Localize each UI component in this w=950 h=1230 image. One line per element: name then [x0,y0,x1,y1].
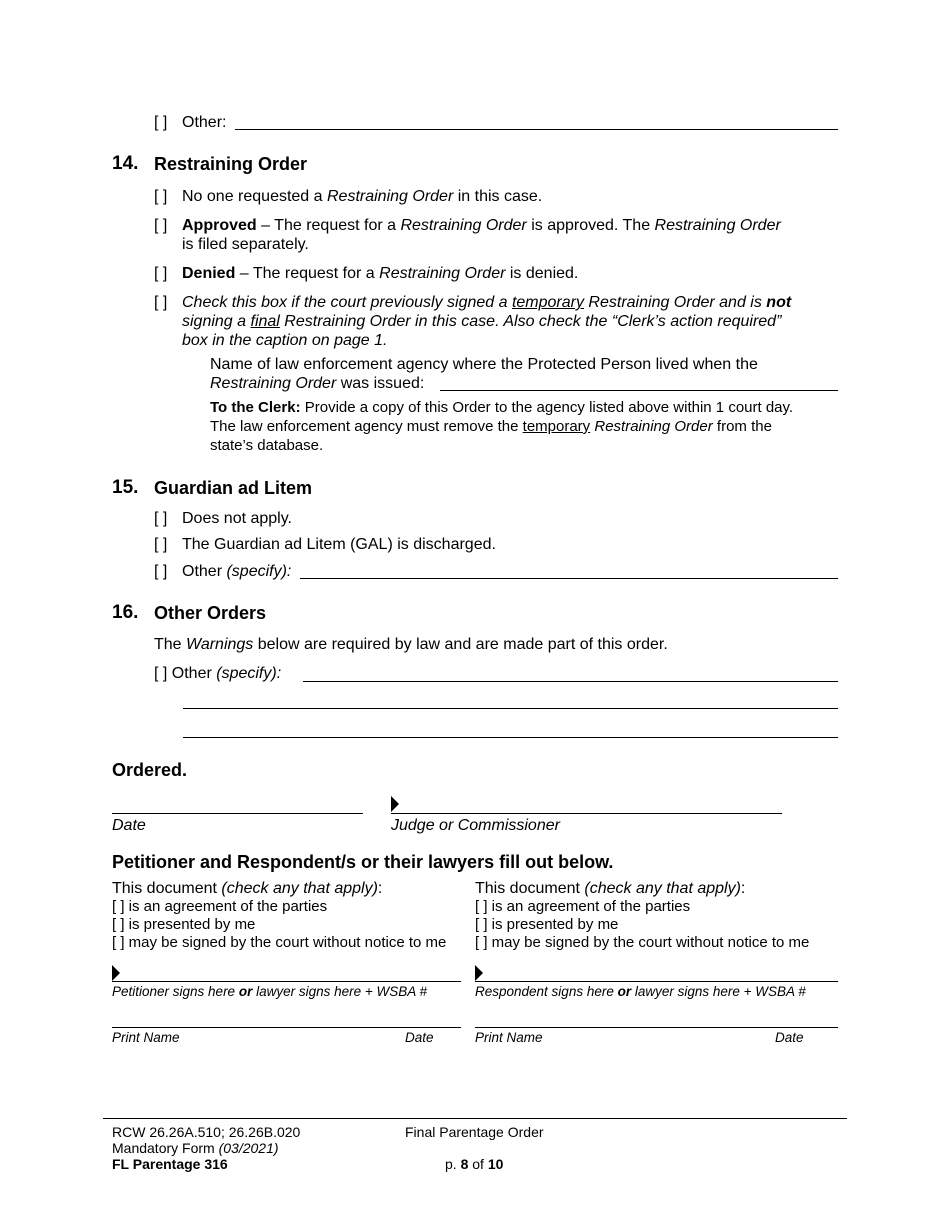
respondent-sign-arrow-icon [475,965,483,981]
footer-page: p. 8 of 10 [445,1156,504,1172]
left-check-notice[interactable]: [ ] may be signed by the court without notice to me [112,934,447,951]
footer-title: Final Parentage Order [405,1124,544,1140]
s15-other-line[interactable] [300,578,838,579]
top-other-label: Other: [182,114,227,131]
respondent-sign-label: Respondent signs here or lawyer signs here + WSBA # [475,984,806,999]
checkbox[interactable]: [ ] [154,563,168,580]
section-14-number: 14. [112,153,139,174]
date-line[interactable] [112,813,363,814]
ordered-heading: Ordered. [112,760,188,780]
checkbox[interactable]: [ ] [154,114,168,131]
agency-line[interactable] [440,390,838,391]
footer-divider [103,1118,847,1119]
judge-label: Judge or Commissioner [391,817,560,834]
checkbox[interactable]: [ ] [154,188,168,205]
s14-option-temporary: [ ] Check this box if the court previously signed a temporary Restraining Order and is not signing a final Restraining Order in this case. Also check the “Clerk’s action required” box in the caption on page 1. [154,294,792,349]
right-check-notice[interactable]: [ ] may be signed by the court without notice to me [475,934,810,951]
s15-option-na: [ ] Does not apply. [154,510,292,527]
checkbox[interactable]: [ ] [154,217,168,234]
checkbox[interactable]: [ ] [154,536,168,553]
section-16-number: 16. [112,602,139,623]
judge-signature-line[interactable] [391,813,782,814]
section-15-title: Guardian ad Litem [154,478,313,498]
respondent-print-label: Print Name [475,1030,543,1045]
section-14-title: Restraining Order [154,154,308,174]
s16-other-line-2[interactable] [183,708,838,709]
s15-option-discharged: [ ] The Guardian ad Litem (GAL) is discharged. [154,536,496,553]
s16-other-line-3[interactable] [183,737,838,738]
checkbox[interactable]: [ ] [154,294,168,311]
parties-heading: Petitioner and Respondent/s or their lawyers fill out below. [112,852,614,872]
clerk-note: To the Clerk: Provide a copy of this Order to the agency listed above within 1 court day. The law enforcement agency must remove the temporary Restraining Order from the state’s database. [210,399,794,454]
s15-option-other: [ ] Other (specify): [154,563,292,580]
section-15-number: 15. [112,477,139,498]
sign-arrow-icon [391,796,399,812]
petitioner-print-label: Print Name [112,1030,180,1045]
petitioner-sign-label: Petitioner signs here or lawyer signs here + WSBA # [112,984,428,999]
petitioner-sign-arrow-icon [112,965,120,981]
footer-left: RCW 26.26A.510; 26.26B.020 Mandatory Form (03/2021) FL Parentage 316 [112,1124,301,1172]
checkbox[interactable]: [ ] [154,510,168,527]
respondent-date-label: Date [775,1030,804,1045]
petitioner-date-label: Date [405,1030,434,1045]
agency-label: Name of law enforcement agency where the Protected Person lived when the Restraining Order was issued: [210,356,758,392]
right-check-presented[interactable]: [ ] is presented by me [475,916,619,933]
s14-option-none: [ ] No one requested a Restraining Order in this case. [154,188,543,205]
respondent-signature-line[interactable] [475,981,838,982]
left-check-presented[interactable]: [ ] is presented by me [112,916,256,933]
top-other-line[interactable] [235,129,838,130]
s16-other-line-1[interactable] [303,681,838,682]
respondent-print-line[interactable] [475,1027,838,1028]
date-label: Date [112,817,146,834]
checkbox[interactable]: [ ] [154,265,168,282]
s14-option-approved: [ ] Approved – The request for a Restraining Order is approved. The Restraining Order is filed separately. [154,217,781,253]
top-other-option [154,113,227,132]
left-doc-block: This document (check any that apply): [ ] is an agreement of the parties [ ] is presented by me [ ] may be signed by the court without notice to me [112,880,447,951]
right-check-agreement[interactable]: [ ] is an agreement of the parties [475,898,691,915]
s14-option-denied: [ ] Denied – The request for a Restraining Order is denied. [154,265,579,282]
petitioner-print-line[interactable] [112,1027,461,1028]
petitioner-signature-line[interactable] [112,981,461,982]
right-doc-block: This document (check any that apply): [ ] is an agreement of the parties [ ] is presented by me [ ] may be signed by the court without notice to me [475,880,810,951]
section-16-title: Other Orders [154,603,267,623]
left-check-agreement[interactable]: [ ] is an agreement of the parties [112,898,328,915]
